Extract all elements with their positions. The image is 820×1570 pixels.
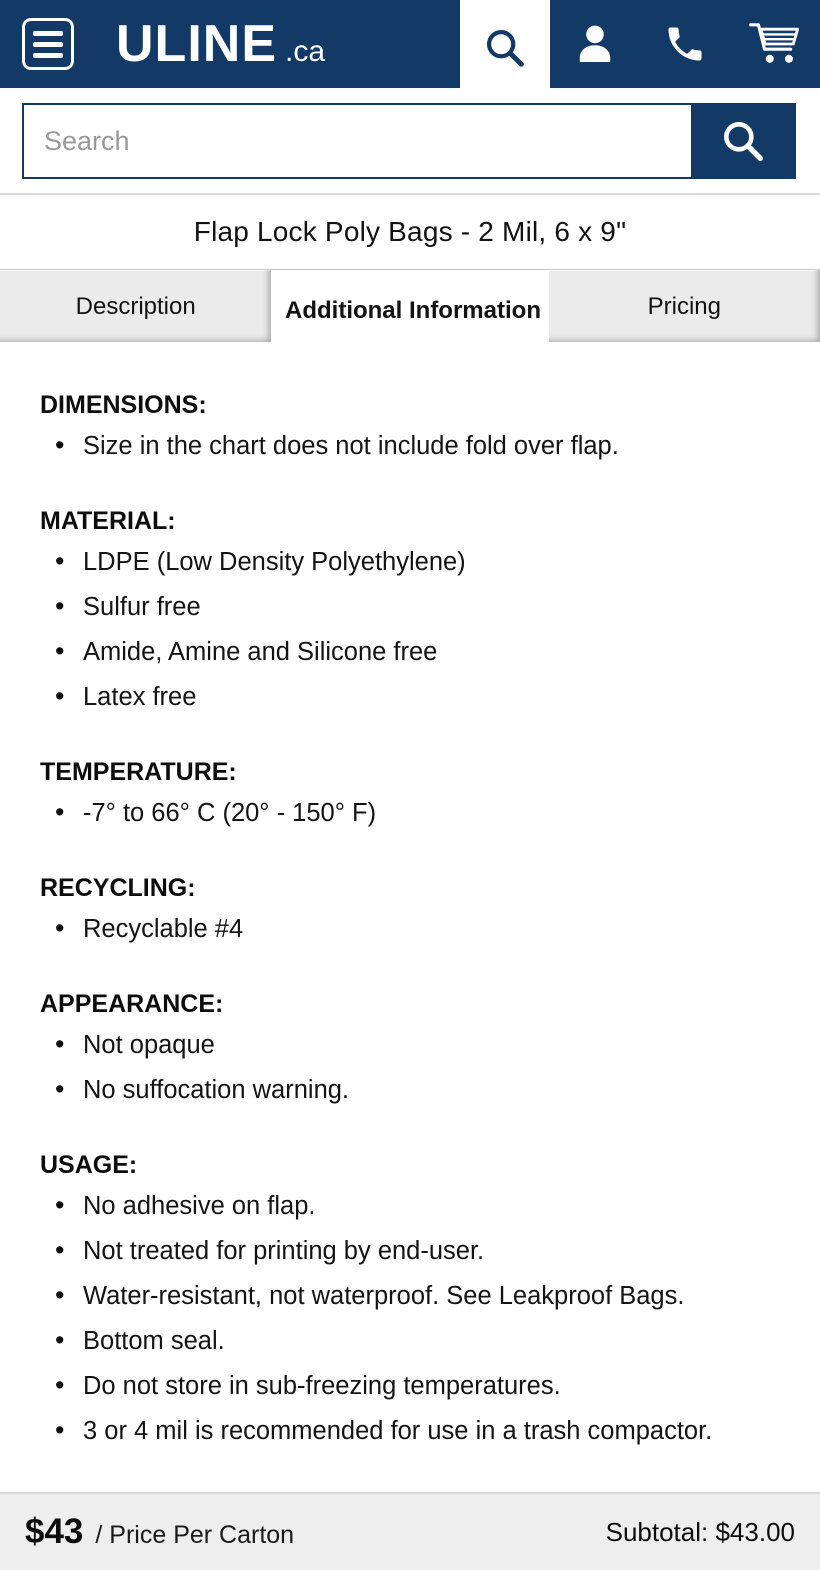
bullet-text: No adhesive on flap. xyxy=(83,1192,316,1220)
bullet-dot: • xyxy=(55,1325,65,1355)
bullet-item xyxy=(55,1319,780,1364)
bullet-dot: • xyxy=(55,430,65,460)
spec-section xyxy=(40,1151,780,1454)
subtotal xyxy=(606,1517,795,1548)
page-title: Flap Lock Poly Bags - 2 Mil, 6 x 9" xyxy=(193,216,627,247)
spec-section xyxy=(40,507,780,720)
section-heading: USAGE: xyxy=(40,1151,138,1179)
section-list xyxy=(40,1184,780,1454)
search-box xyxy=(22,103,796,179)
spec-section xyxy=(40,391,780,469)
logo-text: ULINE xyxy=(116,15,277,73)
bullet-text: Amide, Amine and Silicone free xyxy=(83,638,438,666)
bullet-item xyxy=(55,1023,780,1068)
bullet-item xyxy=(55,424,780,469)
title-bar xyxy=(0,195,820,269)
tab-label: Additional Information xyxy=(285,296,541,324)
bullet-item xyxy=(55,791,780,836)
tab-description[interactable] xyxy=(0,270,271,342)
phone-icon-glyph xyxy=(663,22,707,66)
bullet-text: Size in the chart does not include fold over flap. xyxy=(83,432,619,460)
bullet-dot: • xyxy=(55,797,65,827)
bullet-item xyxy=(55,630,780,675)
bullet-dot: • xyxy=(55,546,65,576)
bullet-item xyxy=(55,1274,780,1319)
app-header xyxy=(0,0,820,88)
cart-icon[interactable] xyxy=(730,0,820,88)
bullet-text: Not treated for printing by end-user. xyxy=(83,1237,485,1265)
subtotal-value: $43.00 xyxy=(715,1516,795,1547)
bullet-item xyxy=(55,540,780,585)
sections xyxy=(40,391,780,1454)
bullet-text: LDPE (Low Density Polyethylene) xyxy=(83,548,466,576)
bullet-dot: • xyxy=(55,913,65,943)
bullet-text: Bottom seal. xyxy=(83,1327,225,1355)
section-heading: MATERIAL: xyxy=(40,507,176,535)
price-footer xyxy=(0,1492,820,1570)
bullet-dot: • xyxy=(55,1029,65,1059)
bullet-dot: • xyxy=(55,1280,65,1310)
price-unit: / Price Per Carton xyxy=(95,1521,295,1549)
account-icon[interactable] xyxy=(550,0,640,88)
header-actions xyxy=(460,0,820,88)
section-heading: APPEARANCE: xyxy=(40,990,224,1018)
bullet-dot: • xyxy=(55,1074,65,1104)
account-icon-glyph xyxy=(571,20,619,68)
subtotal-label: Subtotal: xyxy=(605,1516,716,1547)
bullet-item xyxy=(55,907,780,952)
section-list xyxy=(40,1023,780,1113)
bullet-text: -7° to 66° C (20° - 150° F) xyxy=(83,799,377,827)
bullet-item xyxy=(55,1364,780,1409)
bullet-item xyxy=(55,585,780,630)
bullet-dot: • xyxy=(55,636,65,666)
section-heading: RECYCLING: xyxy=(40,874,196,902)
search-submit-button[interactable] xyxy=(691,105,794,177)
search-icon-glyph xyxy=(482,25,528,71)
bullet-item xyxy=(55,1229,780,1274)
bullet-dot: • xyxy=(55,1190,65,1220)
price-value: $43 xyxy=(25,1512,84,1551)
tab-label: Pricing xyxy=(647,292,721,320)
additional-information-panel xyxy=(0,349,820,1492)
search-input[interactable] xyxy=(24,105,691,177)
bullet-item xyxy=(55,1184,780,1229)
bullet-dot: • xyxy=(55,1370,65,1400)
bullet-dot: • xyxy=(55,591,65,621)
section-list xyxy=(40,540,780,720)
bullet-item xyxy=(55,1409,780,1454)
bullet-text: Recyclable #4 xyxy=(83,915,244,943)
uline-logo[interactable] xyxy=(116,14,325,74)
spec-section xyxy=(40,758,780,836)
tab-bar xyxy=(0,269,820,349)
bullet-text: Latex free xyxy=(83,683,197,711)
section-list xyxy=(40,791,780,836)
bullet-text: Not opaque xyxy=(83,1031,215,1059)
spec-section xyxy=(40,990,780,1113)
bullet-text: Sulfur free xyxy=(83,593,201,621)
bullet-text: Water-resistant, not waterproof. See Leakproof Bags. xyxy=(83,1282,685,1310)
price-group xyxy=(25,1512,294,1552)
tab-pricing[interactable] xyxy=(549,270,820,342)
bullet-dot: • xyxy=(55,1415,65,1445)
bullet-text: No suffocation warning. xyxy=(83,1076,350,1104)
search-section xyxy=(0,88,820,195)
logo-domain-suffix: .ca xyxy=(285,35,326,68)
section-heading: DIMENSIONS: xyxy=(40,391,207,419)
spec-section xyxy=(40,874,780,952)
bullet-text: Do not store in sub-freezing temperatures. xyxy=(83,1372,561,1400)
section-list xyxy=(40,424,780,469)
cart-icon-glyph xyxy=(748,19,802,69)
bullet-text: 3 or 4 mil is recommended for use in a trash compactor. xyxy=(83,1417,713,1445)
section-list xyxy=(40,907,780,952)
bullet-item xyxy=(55,675,780,720)
tab-label: Description xyxy=(75,292,196,320)
menu-icon[interactable] xyxy=(22,18,74,70)
bullet-dot: • xyxy=(55,681,65,711)
tab-additional-information[interactable] xyxy=(277,270,548,350)
phone-icon[interactable] xyxy=(640,0,730,88)
search-icon[interactable] xyxy=(460,0,550,95)
section-heading: TEMPERATURE: xyxy=(40,758,237,786)
search-submit-icon xyxy=(718,116,768,166)
bullet-dot: • xyxy=(55,1235,65,1265)
bullet-item xyxy=(55,1068,780,1113)
